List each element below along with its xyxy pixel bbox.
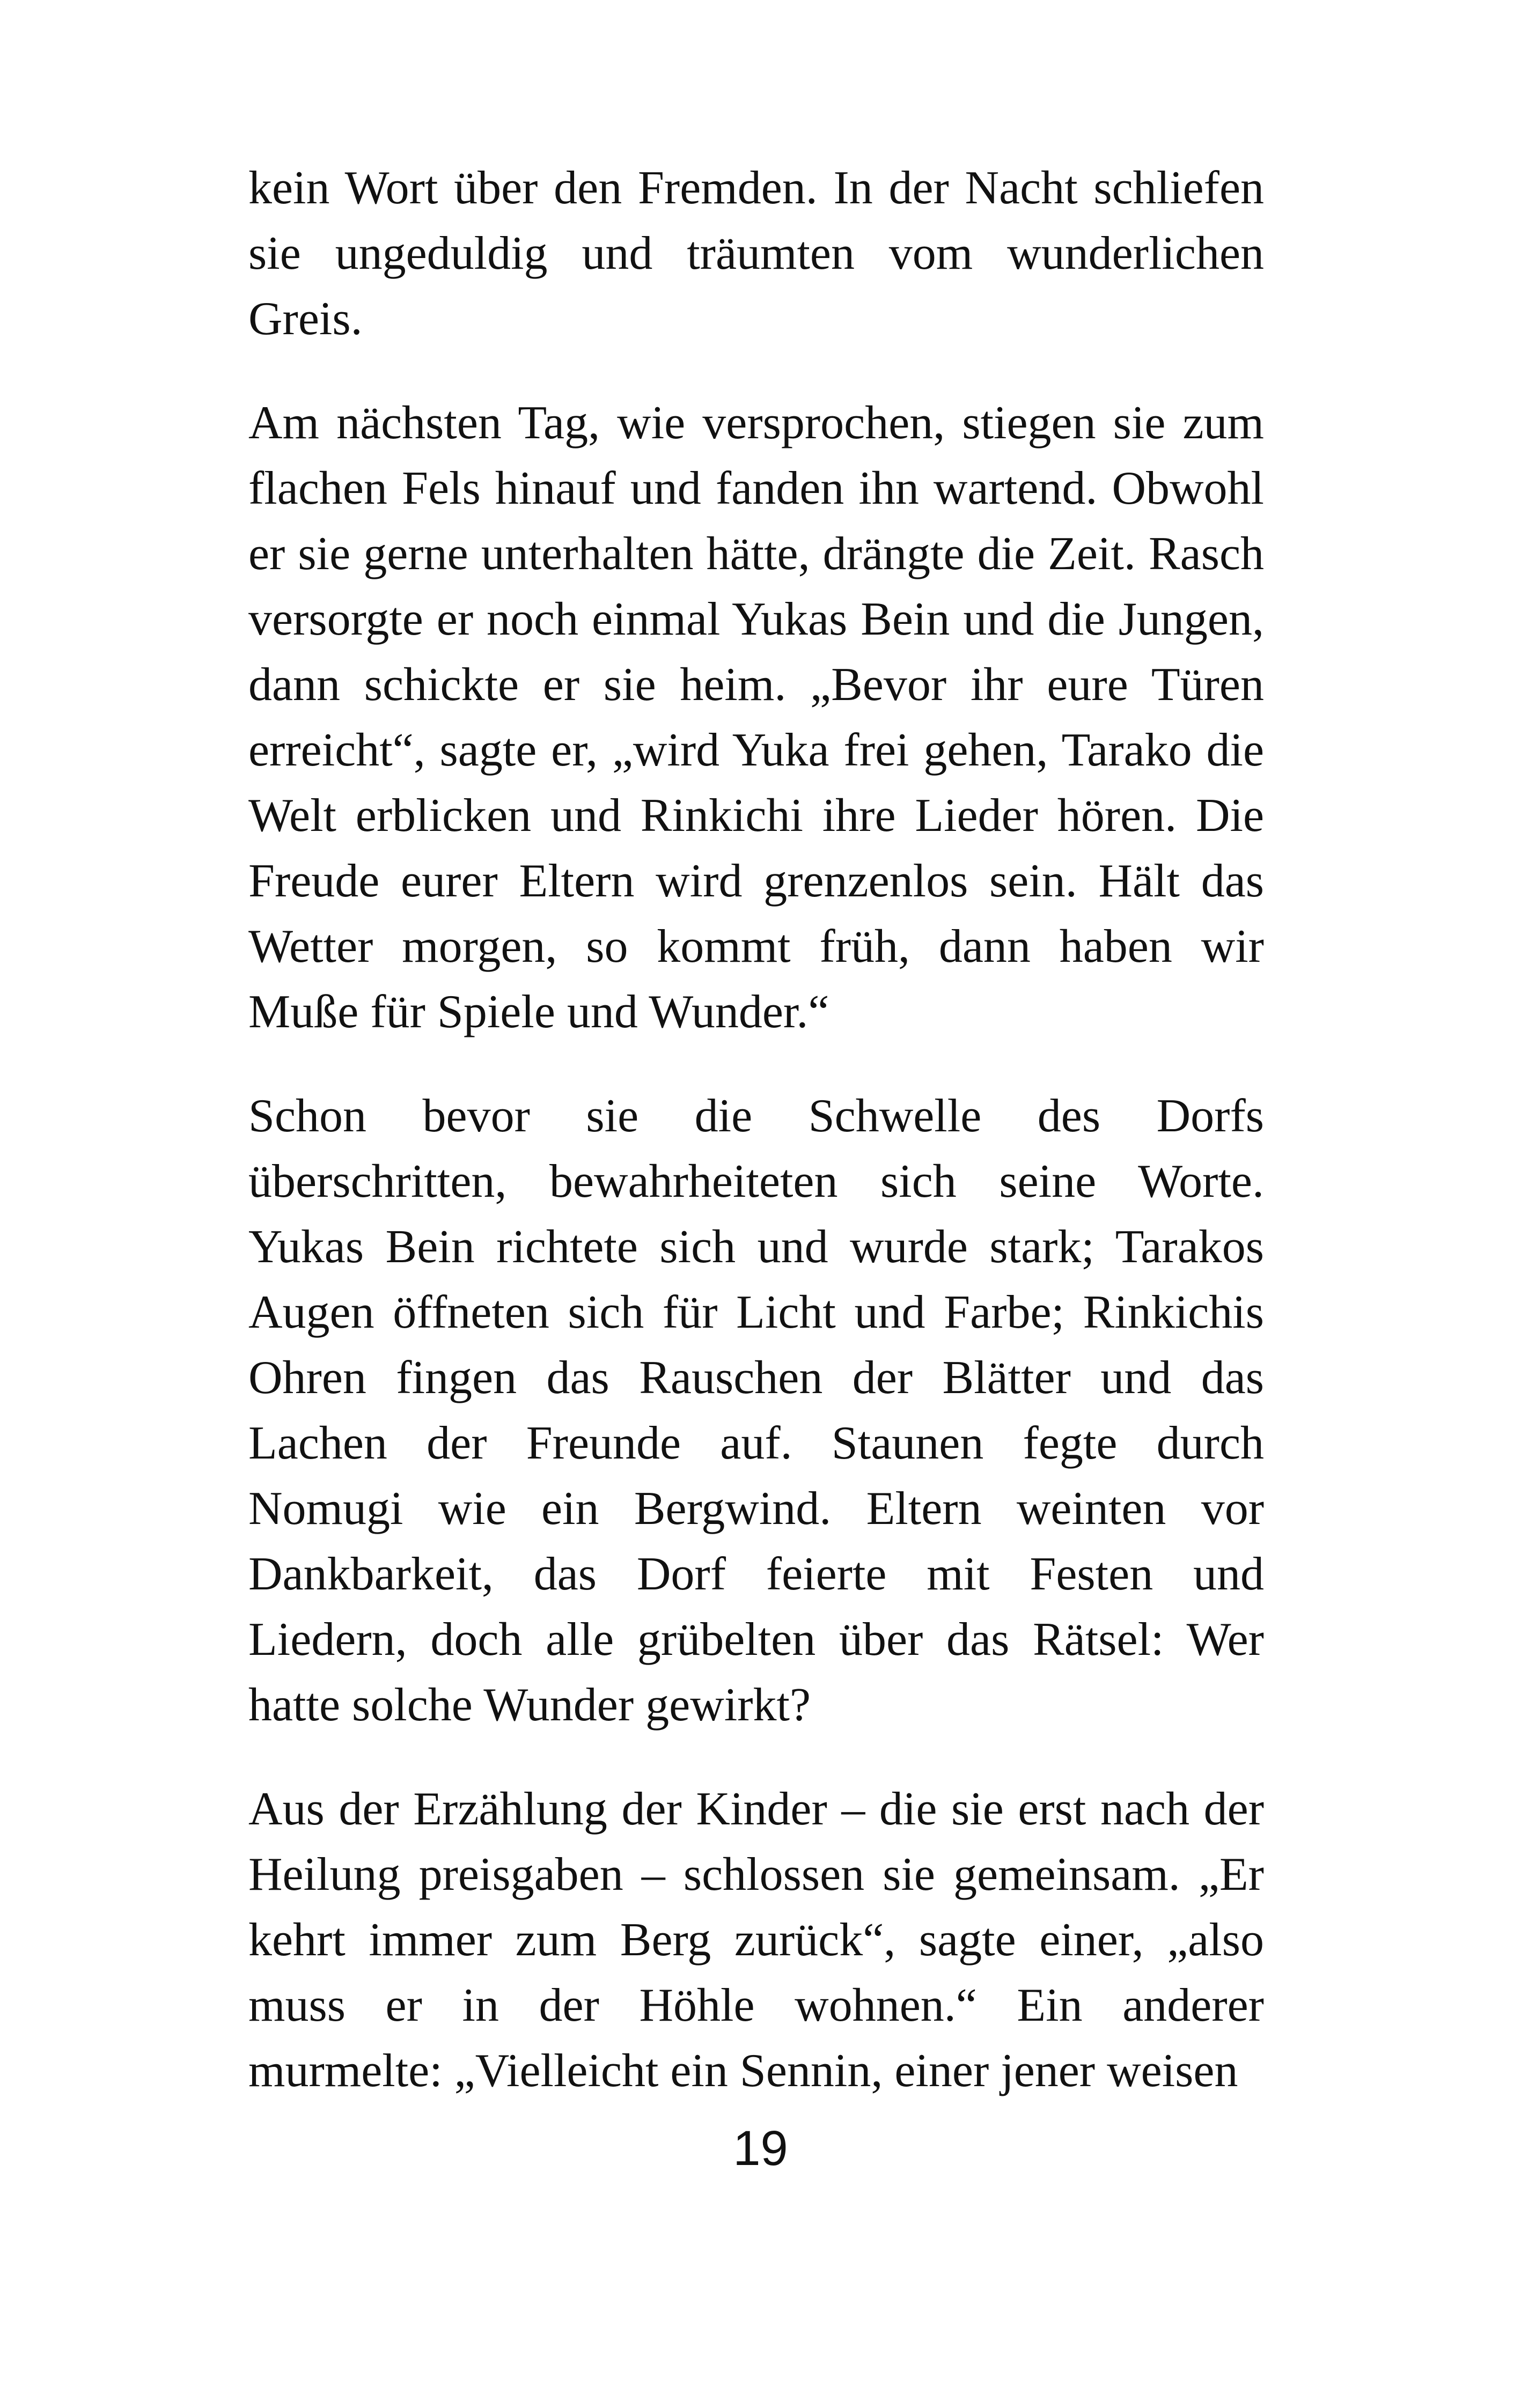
page-number: 19 xyxy=(733,2121,788,2176)
paragraph-2: Am nächsten Tag, wie versprochen, stiegen sie zum flachen Fels hinauf und fanden ihn wartend. Obwohl er sie gerne unterhalten hätte, drängte die Zeit. Rasch versorgte er noch einmal Yukas Bein und die Jungen, dann schickte er sie heim. „Bevor ihr eure Türen erreicht“, sagte er, „wird Yuka frei gehen, Tarako die Welt erblicken und Rinkichi ihre Lieder hören. Die Freude eurer Eltern wird grenzenlos sein. Hält das Wetter morgen, so kommt früh, dann haben wir Muße für Spiele und Wunder.“ xyxy=(248,397,1264,1038)
paragraph-1: kein Wort über den Fremden. In der Nacht schliefen sie ungeduldig und träumten vom wunderlichen Greis. xyxy=(248,162,1264,345)
paragraph-3: Schon bevor sie die Schwelle des Dorfs überschritten, bewahrheiteten sich seine Worte. Yukas Bein richtete sich und wurde stark; Tarakos Augen öffneten sich für Licht und Farbe; Rinkichis Ohren fingen das Rauschen der Blätter und das Lachen der Freunde auf. Staunen fegte durch Nomugi wie ein Bergwind. Eltern weinten vor Dankbarkeit, das Dorf feierte mit Festen und Liedern, doch alle grübelten über das Rätsel: Wer hatte solche Wunder gewirkt? xyxy=(248,1090,1264,1731)
body-text xyxy=(248,156,1264,2104)
paragraph-4: Aus der Erzählung der Kinder – die sie erst nach der Heilung preisgaben – schlossen sie gemeinsam. „Er kehrt immer zum Berg zurück“, sagte einer, „also muss er in der Höhle wohnen.“ Ein anderer murmelte: „Vielleicht ein Sennin, einer jener weisen xyxy=(248,1783,1264,2097)
